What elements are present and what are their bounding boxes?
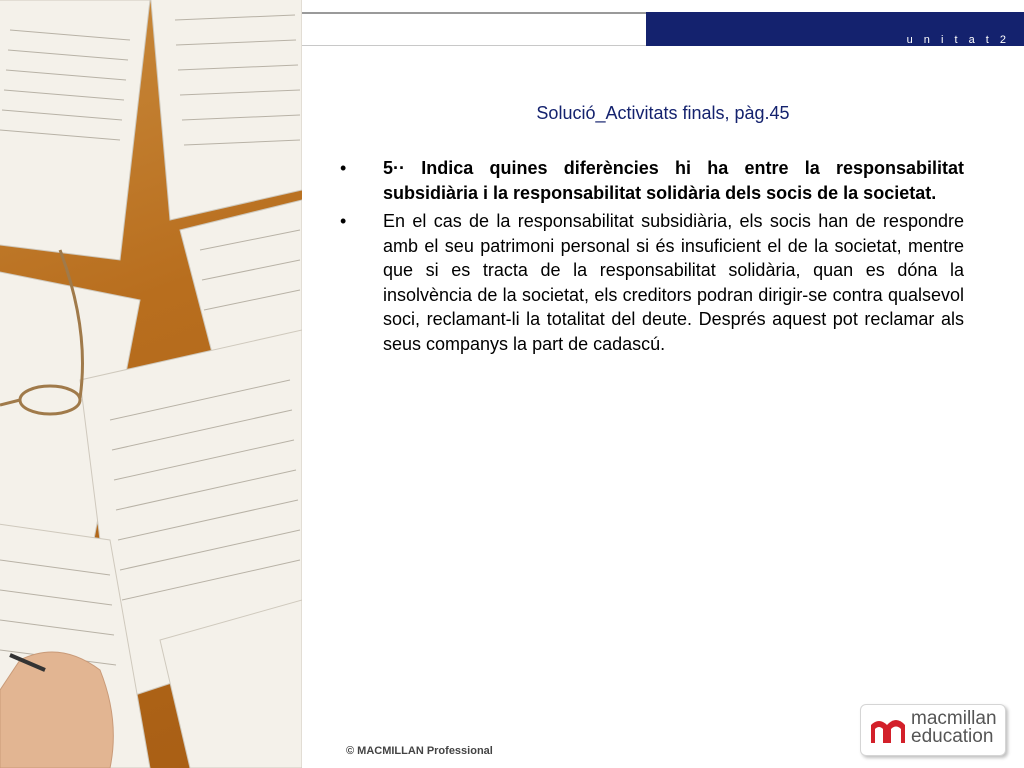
copyright-text: © MACMILLAN Professional (346, 745, 493, 757)
bullet-item (340, 209, 964, 356)
bullet-marker: • (340, 158, 347, 178)
bullet-item (340, 156, 964, 205)
unit-label: u n i t a t 2 (906, 34, 1010, 46)
bullet-answer: En el cas de la responsabilitat subsidiària, els socis han de respondre amb el seu patrimoni personal si és insuficient el de la societat, mentre que si es tracta de la responsabilitat solidària, quan es dóna la insolvència de la societat, els creditors podran dirigir-se contra qualsevol soci, reclamant-li la totalitat del deute. Després aquest pot reclamar als seus companys la part de cadascú. (383, 211, 964, 354)
slide-content (340, 156, 964, 360)
header-bar (302, 12, 646, 46)
logo-line-1: macmillan (911, 708, 997, 729)
photo-illustration (0, 0, 302, 768)
bullet-marker: • (340, 211, 347, 231)
slide-title: Solució_Activitats finals, pàg.45 (536, 103, 790, 123)
macmillan-logo-icon (869, 713, 907, 747)
header-accent-bar (646, 12, 1024, 46)
logo-text (911, 710, 997, 746)
logo-line-2: education (911, 726, 994, 747)
decorative-photo-tax-forms (0, 0, 302, 768)
macmillan-logo (860, 704, 1006, 756)
bullet-question: 5·· Indica quines diferències hi ha entre la responsabilitat subsidiària i la responsabilitat solidària dels socis de la societat. (383, 158, 964, 203)
